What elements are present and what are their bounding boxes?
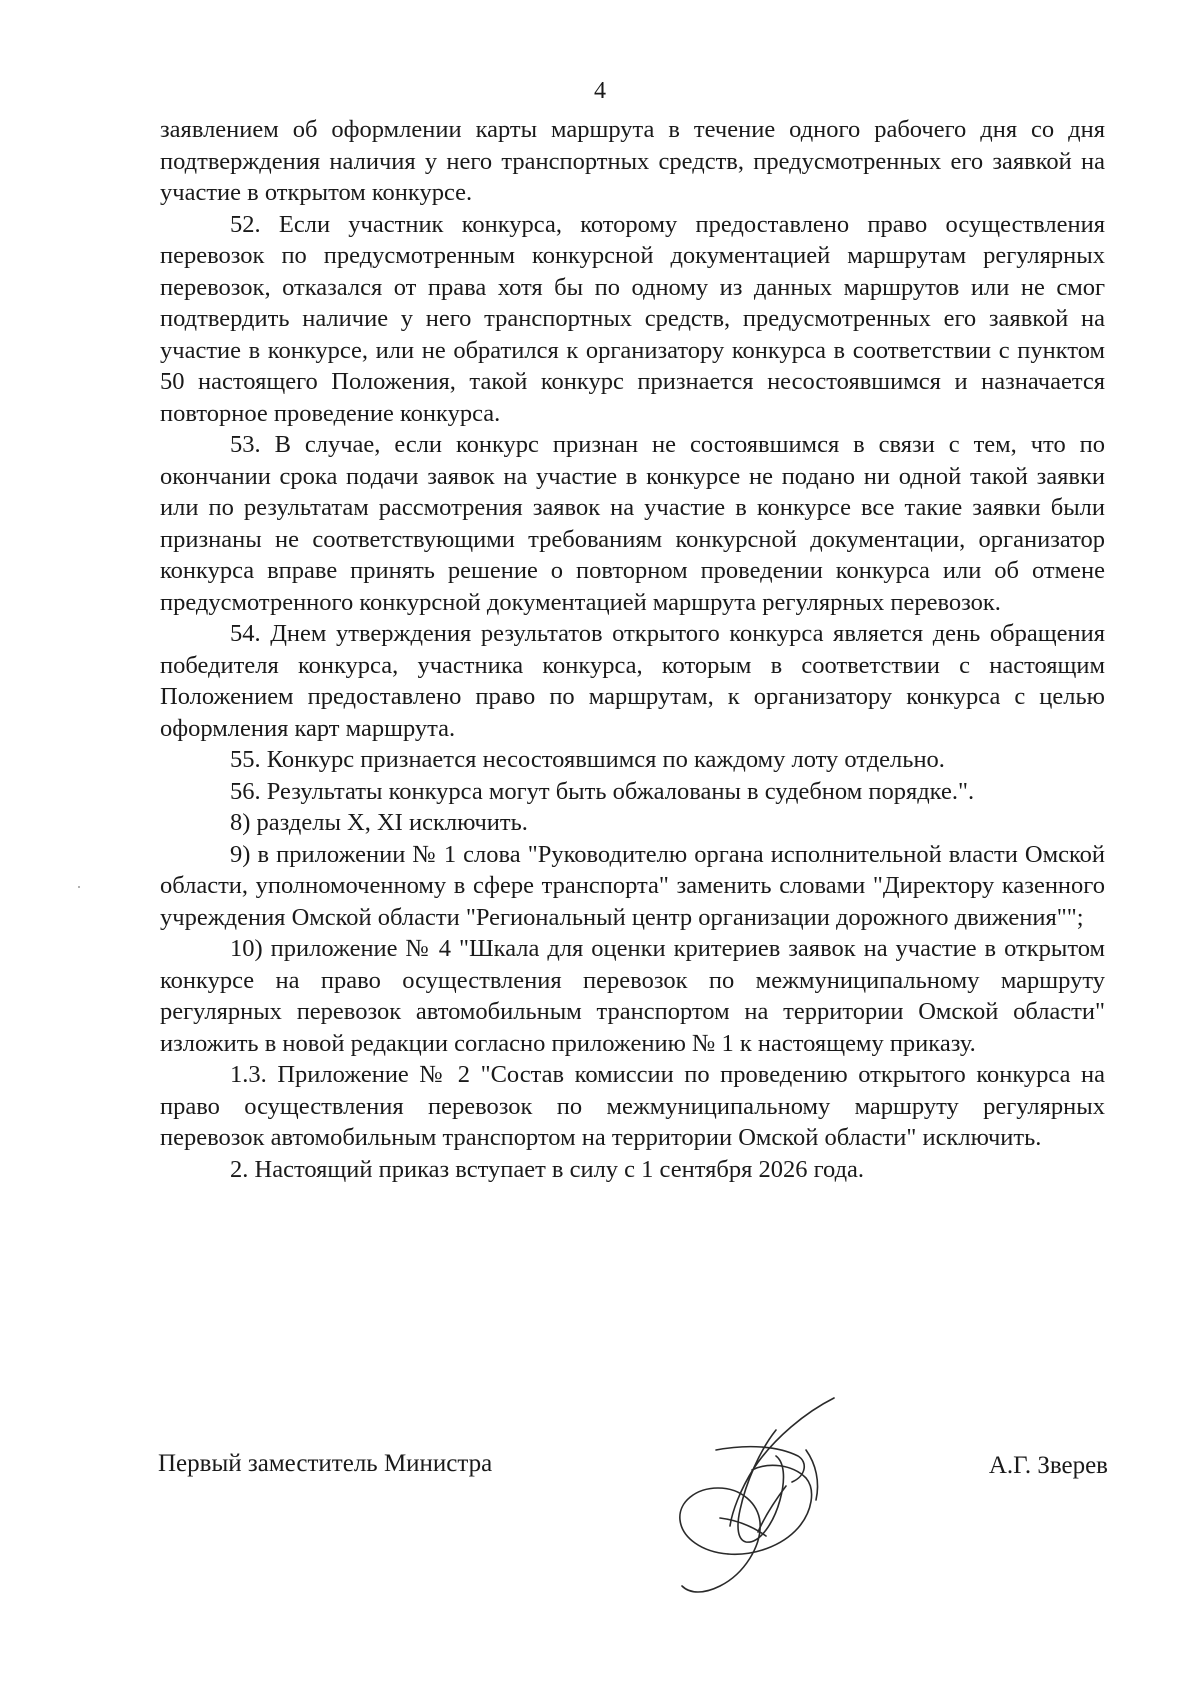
- paragraph-item-10: 10) приложение № 4 "Шкала для оценки критериев заявок на участие в открытом конкурсе на право осуществления перевозок по межмуниципальному маршруту регулярных перевозок автомобильным транспортом на территории Омской области" изложить в новой редакции согласно приложению № 1 к настоящему приказу.: [160, 935, 1105, 1057]
- paragraph-item-9: 9) в приложении № 1 слова "Руководителю органа исполнительной власти Омской области, уполномоченному в сфере транспорта" заменить словами "Директору казенного учреждения Омской области "Региональный центр организации дорожного движения"";: [160, 840, 1105, 931]
- paragraph-continuation: заявлением об оформлении карты маршрута в течение одного рабочего дня со дня подтверждения наличия у него транспортных средств, предусмотренных его заявкой на участие в открытом конкурсе.: [160, 116, 1105, 206]
- handwritten-signature: [656, 1390, 856, 1605]
- scan-speck: [78, 886, 80, 888]
- paragraph-56: 56. Результаты конкурса могут быть обжалованы в судебном порядке.".: [230, 777, 975, 805]
- paragraph-item-8: 8) разделы X, XI исключить.: [230, 809, 528, 836]
- paragraph-52: 52. Если участник конкурса, которому предоставлено право осуществления перевозок по предусмотренным конкурсной документацией маршрутам регулярных перевозок, отказался от права хотя бы по одному из данных маршрутов или не смог подтвердить наличие у него транспортных средств, предусмотренных его заявкой на участие в конкурсе, или не обратился к организатору конкурса в соответствии с пунктом 50 настоящего Положения, такой конкурс признается несостоявшимся и назначается повторное проведение конкурса.: [160, 210, 1105, 427]
- paragraph-1-3: 1.3. Приложение № 2 "Состав комиссии по проведению открытого конкурса на право осуществления перевозок по межмуниципальному маршруту регулярных перевозок автомобильным транспортом на территории Омской области" исключить.: [160, 1061, 1105, 1151]
- paragraph-55: 55. Конкурс признается несостоявшимся по каждому лоту отдельно.: [230, 746, 945, 773]
- paragraph-2: 2. Настоящий приказ вступает в силу с 1 сентября 2026 года.: [230, 1155, 865, 1183]
- page-number: 4: [594, 78, 606, 104]
- signature-block: [158, 1440, 1108, 1600]
- signer-title: Первый заместитель Министра: [158, 1450, 493, 1477]
- document-body: [160, 114, 1105, 1185]
- paragraph-53: 53. В случае, если конкурс признан не состоявшимся в связи с тем, что по окончании срока подачи заявок на участие в конкурсе не подано ни одной такой заявки или по результатам рассмотрения заявок на участие в конкурсе все такие заявки были признаны не соответствующими требованиям конкурсной документации, организатор конкурса вправе принять решение о повторном проведении конкурса или об отмене предусмотренного конкурсной документацией маршрута регулярных перевозок.: [160, 431, 1105, 616]
- paragraph-54: 54. Днем утверждения результатов открытого конкурса является день обращения победителя конкурса, участника конкурса, которым в соответствии с настоящим Положением предоставлено право по маршрутам, к организатору конкурса с целью оформления карт маршрута.: [160, 620, 1105, 742]
- signer-name: А.Г. Зверев: [988, 1452, 1108, 1479]
